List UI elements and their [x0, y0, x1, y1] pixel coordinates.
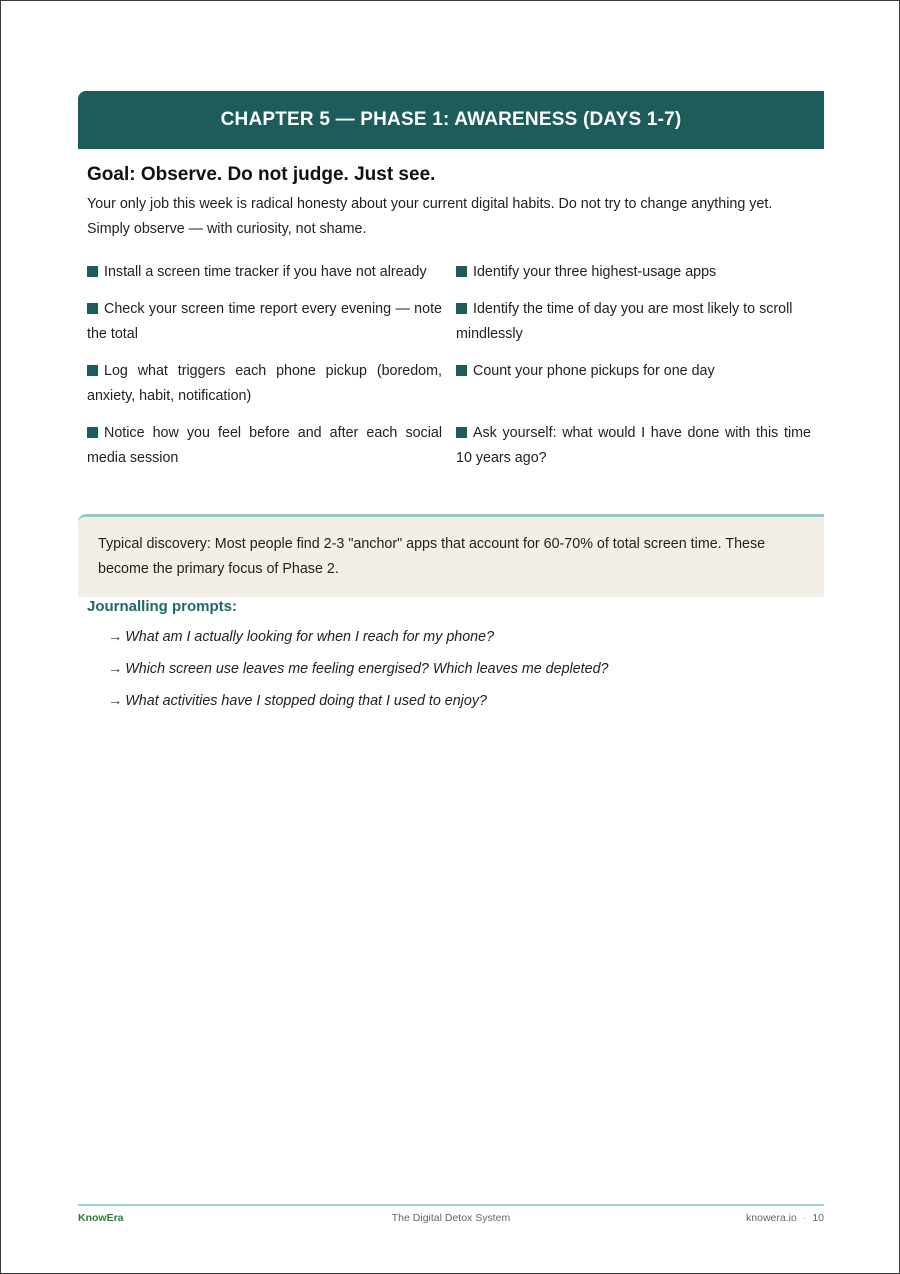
- checklist-item-text: Install a screen time tracker if you have not already: [104, 264, 427, 280]
- journalling-prompt-text: Which screen use leaves me feeling energised? Which leaves me depleted?: [125, 661, 609, 677]
- checklist-item: [456, 359, 811, 409]
- checklist-item-text: Notice how you feel before and after each social media session: [87, 425, 442, 466]
- callout-text: Typical discovery: Most people find 2-3 "anchor" apps that account for 60-70% of total screen time. These become the primary focus of Phase 2.: [98, 536, 766, 577]
- page-footer: [78, 1212, 824, 1228]
- square-bullet-icon: [456, 303, 467, 314]
- checklist-item-text: Identify the time of day you are most likely to scroll mindlessly: [456, 301, 793, 342]
- right-arrow-icon: →: [108, 661, 123, 677]
- chapter-title: CHAPTER 5 — PHASE 1: AWARENESS (DAYS 1-7): [220, 109, 682, 130]
- journalling-prompt: [108, 621, 608, 653]
- square-bullet-icon: [87, 303, 98, 314]
- checklist-item: [456, 297, 811, 347]
- page-number: 10: [812, 1212, 824, 1224]
- footer-divider: [78, 1204, 824, 1206]
- footer-brand: KnowEra: [78, 1212, 124, 1224]
- journalling-prompt: [108, 653, 608, 685]
- checklist-item: [87, 260, 442, 285]
- checklist-item: [87, 297, 442, 347]
- checklist-item-text: Check your screen time report every evening — note the total: [87, 301, 442, 342]
- square-bullet-icon: [456, 266, 467, 277]
- square-bullet-icon: [87, 365, 98, 376]
- checklist-item: [456, 421, 811, 471]
- right-arrow-icon: →: [108, 629, 123, 645]
- chapter-header-bar: [78, 91, 824, 149]
- journalling-prompt: [108, 685, 608, 717]
- square-bullet-icon: [87, 266, 98, 277]
- footer-book-title: The Digital Detox System: [391, 1212, 511, 1224]
- checklist-item: [87, 421, 442, 471]
- checklist-item-text: Identify your three highest-usage apps: [473, 264, 717, 280]
- footer-separator: ·: [802, 1212, 807, 1224]
- journalling-prompt-text: What activities have I stopped doing that I used to enjoy?: [125, 693, 487, 709]
- square-bullet-icon: [456, 427, 467, 438]
- checklist-item-text: Ask yourself: what would I have done with this time 10 years ago?: [456, 425, 811, 466]
- intro-paragraph: Your only job this week is radical honesty about your current digital habits. Do not try to change anything yet. Simply observe — with curiosity, not shame.: [87, 196, 773, 237]
- square-bullet-icon: [87, 427, 98, 438]
- journalling-heading: Journalling prompts:: [87, 598, 237, 615]
- goal-heading: Goal: Observe. Do not judge. Just see.: [87, 164, 436, 185]
- footer-site: knowera.io: [746, 1212, 797, 1224]
- checklist: [87, 260, 811, 471]
- discovery-callout: [78, 514, 824, 597]
- checklist-item-text: Count your phone pickups for one day: [473, 363, 715, 379]
- footer-right: [746, 1212, 824, 1224]
- checklist-item-text: Log what triggers each phone pickup (boredom, anxiety, habit, notification): [87, 363, 442, 404]
- checklist-item: [456, 260, 811, 285]
- checklist-item: [87, 359, 442, 409]
- journalling-prompt-text: What am I actually looking for when I reach for my phone?: [125, 629, 495, 645]
- square-bullet-icon: [456, 365, 467, 376]
- right-arrow-icon: →: [108, 693, 123, 709]
- journalling-prompts-list: [108, 621, 608, 717]
